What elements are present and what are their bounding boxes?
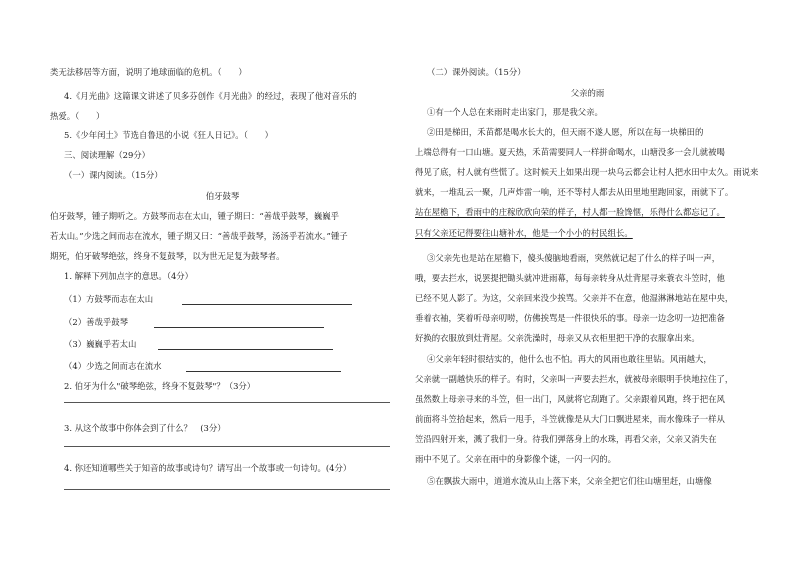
question-4-line-2: 热爱。（ ） bbox=[50, 111, 105, 121]
question-1-item-2-blank[interactable] bbox=[154, 327, 324, 328]
question-1-item-3: （3）巍巍乎若太山 bbox=[64, 339, 137, 349]
question-1-item-2: （2）善哉乎鼓琴 bbox=[64, 317, 128, 327]
article-line: 好换的衣服放到灶背屋。父亲洗澡时，母亲又从衣柜里把干净的衣服拿出来。 bbox=[415, 333, 700, 343]
question-1-item-3-blank[interactable] bbox=[158, 349, 333, 350]
passage-title: 伯牙鼓琴 bbox=[205, 191, 240, 201]
subsection-2-heading: （二）课外阅读。（15分） bbox=[427, 67, 526, 77]
article-line: 虽然数上母亲寻来的斗笠，但一出门，风就将它刮跑了。父亲跟着风跑，终于把在风 bbox=[415, 394, 725, 404]
article-line: 垂着衣袖，笑着听母亲叨唠，仿佛挨骂是一件很快乐的事。母亲一边念叨一边把准备 bbox=[415, 313, 725, 323]
question-1-item-4: （4）少选之间而志在流水 bbox=[64, 361, 162, 371]
question-2: 2. 伯牙为什么"破琴绝弦，终身不复鼓琴"？（3分） bbox=[64, 381, 256, 391]
article-line: ③父亲先也是站在屋檐下，傻头傻脑地看雨，突然就记起了什么的样子叫一声， bbox=[427, 253, 721, 263]
question-2-answer-line[interactable] bbox=[64, 402, 390, 403]
article-line: 得见了底，村人就有些慌了。这时候天上如果出现一块乌云都会让村人把水田中太久。雨说来 bbox=[415, 167, 759, 177]
article-title: 父亲的雨 bbox=[570, 88, 605, 98]
question-3: 3. 从这个故事中你体会到了什么？ (3分） bbox=[64, 423, 226, 433]
article-line: 已经不见人影了。为这，父亲回来没少挨骂。父亲并不在意，他湿淋淋地站在屋中央， bbox=[415, 293, 734, 303]
article-line: 雨中不见了。父亲在雨中的身影像个谜，一闪一闪的。 bbox=[415, 454, 616, 464]
passage-line-3: 期死，伯牙破琴绝弦，终身不复鼓琴，以为世无足复为鼓琴者。 bbox=[50, 251, 285, 261]
article-line: 父亲就一副越快乐的样子。有时，父亲叫一声要去拦水，就被母亲眼明手快地拉住了， bbox=[415, 374, 734, 384]
article-line: 就来，一堆乱云一聚，几声炸雷一响，还不等村人都去从田里地里跑回家，雨就下了。 bbox=[415, 187, 734, 197]
section-3-heading: 三、阅读理解（29分） bbox=[64, 150, 151, 160]
question-4b-answer-line[interactable] bbox=[64, 489, 390, 490]
passage-line-1: 伯牙鼓琴，锺子期听之。方鼓琴而志在太山，锺子期曰：“善哉乎鼓琴，巍巍乎 bbox=[50, 211, 340, 221]
article-line: 笠沿四射开来，溅了我们一身。待我们弹落身上的水珠，再看父亲，父亲又消失在 bbox=[415, 434, 717, 444]
article-line: 哦，要去拦水，说罢提把锄头就冲进雨幕，每每亲转身从灶背屋寻来蓑衣斗笠时，他 bbox=[415, 273, 725, 283]
question-4b: 4. 你还知道哪些关于知音的故事或诗句？请写出一个故事或一句诗句。(4分） bbox=[64, 463, 352, 473]
question-1-item-1-blank[interactable] bbox=[182, 304, 352, 305]
question-1: 1. 解释下列加点字的意思。（4分） bbox=[64, 271, 194, 281]
passage-line-2: 若太山。”少选之间而志在流水，锺子期又曰：“善哉乎鼓琴，汤汤乎若流水。”锺子 bbox=[50, 231, 348, 241]
article-line: ①有一个人总在来雨时走出家门，那是我父亲。 bbox=[427, 107, 603, 117]
question-1-item-1: （1）方鼓琴而志在太山 bbox=[64, 294, 154, 304]
article-line: 上端总得有一口山塘。夏天热，禾苗需要同人一样拼命喝水，山塘没多一会儿就被喝 bbox=[415, 147, 725, 157]
continued-question-line: 类无法移居等方面，说明了地球面临的危机。（ ） bbox=[50, 67, 247, 77]
subsection-1-heading: （一）课内阅读。（15分） bbox=[64, 170, 163, 180]
article-line-underlined: 只有父亲还记得要往山塘补水，他是一个小小的村民组长。 bbox=[415, 228, 633, 238]
question-1-item-4-blank[interactable] bbox=[186, 371, 341, 372]
article-line: ⑤在飘拔大雨中，道道水流从山上落下来，父亲全把它们往山塘里赶，山塘像 bbox=[427, 476, 712, 486]
article-line: ②田是梯田，禾苗都是喝水长大的，但天雨不遂人愿，所以在每一块梯田的 bbox=[427, 127, 704, 137]
question-3-answer-line[interactable] bbox=[64, 446, 390, 447]
question-4-line-1: 4.《月光曲》这篇课文讲述了贝多芬创作《月光曲》的经过，表现了他对音乐的 bbox=[64, 91, 357, 101]
article-line: 前面将斗笠拾起来，然后一甩手，斗笠就像是从大门口飘进屋来，而水像珠子一样从 bbox=[415, 414, 725, 424]
question-5: 5.《少年闰土》节选自鲁迅的小说《狂人日记》。（ ） bbox=[64, 130, 273, 140]
article-line-underlined: 站在屋檐下，看雨中的庄稼欣欣向荣的样子，村人都一脸馋惬，乐得什么都忘记了。 bbox=[415, 207, 725, 217]
article-line: ④父亲年轻时很结实的，他什么也不怕。再大的风雨也敢往里钻。风雨越大， bbox=[427, 354, 712, 364]
